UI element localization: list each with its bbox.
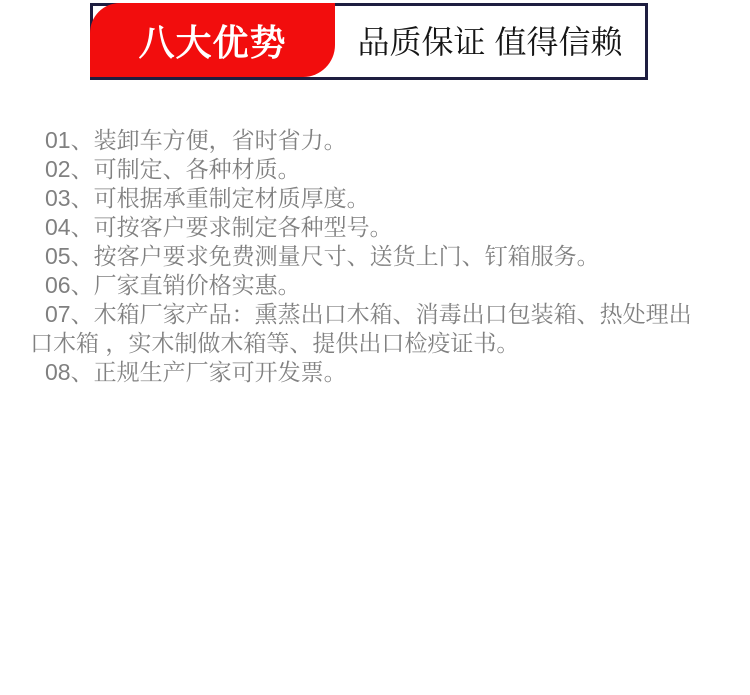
advantages-list <box>0 126 750 387</box>
badge-label: 八大优势 <box>138 21 287 63</box>
tagline-box <box>335 3 645 77</box>
tagline-text: 品质保证 值得信赖 <box>357 24 623 60</box>
advantage-item-2: 02、可制定、各种材质。 <box>45 156 301 182</box>
advantage-item-1: 01、装卸车方便，省时省力。 <box>45 127 347 153</box>
advantage-item-7: 07、木箱厂家产品：熏蒸出口木箱、消毒出口包装箱、热处理出口木箱 ，实木制做木箱等、提供出口检疫证书。 <box>30 301 692 356</box>
advantage-item-6: 06、厂家直销价格实惠。 <box>45 272 301 298</box>
advantage-item-4: 04、可按客户要求制定各种型号。 <box>45 214 393 240</box>
advantage-item-3: 03、可根据承重制定材质厚度。 <box>45 185 370 211</box>
advantage-item-5: 05、按客户要求免费测量尺寸、送货上门、钉箱服务。 <box>45 243 600 269</box>
advantage-item-8: 08、正规生产厂家可开发票。 <box>45 359 347 385</box>
badge-ribbon <box>90 3 335 77</box>
header-banner <box>90 3 648 80</box>
